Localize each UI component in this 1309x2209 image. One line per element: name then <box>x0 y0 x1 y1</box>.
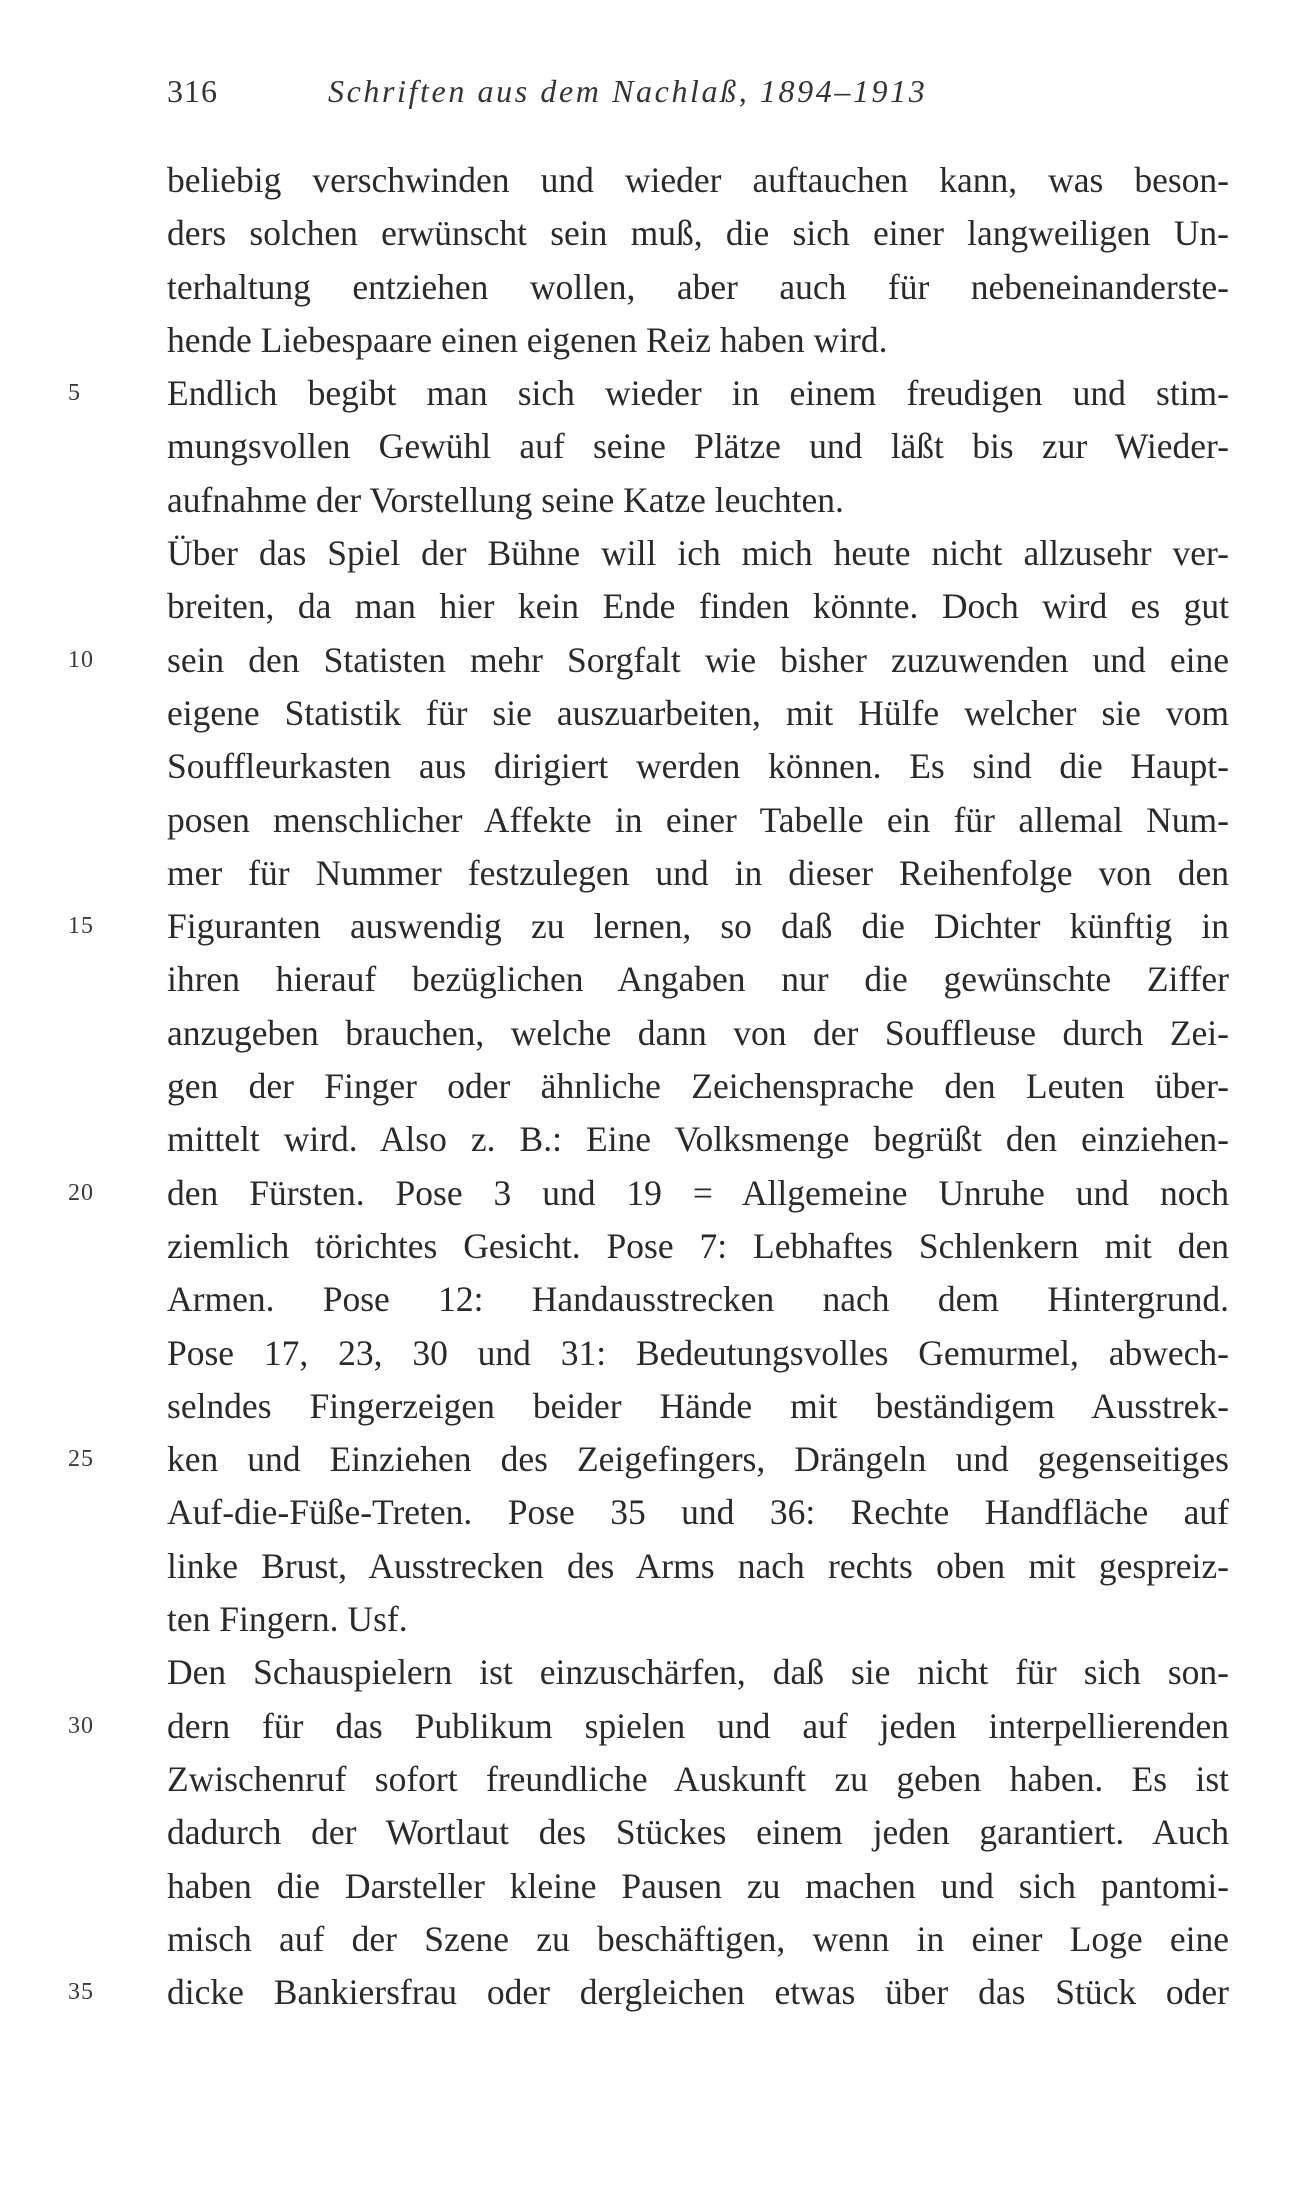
line-number: 15 <box>68 913 94 940</box>
line-text: mer für Nummer festzulegen und in dieser Reihenfolge von den <box>167 852 1229 893</box>
line-text: Figuranten auswendig zu lernen, so daß die Dichter künftig in <box>167 906 1229 947</box>
line-text: Souffleurkasten aus dirigiert werden können. Es sind die Haupt- <box>167 746 1229 787</box>
text-line <box>167 1273 1229 1326</box>
text-line <box>68 1700 1229 1753</box>
text-line <box>167 1060 1229 1113</box>
text-line <box>167 207 1229 260</box>
text-line <box>167 261 1229 314</box>
text-line <box>68 634 1229 687</box>
line-text: ders solchen erwünscht sein muß, die sich einer langweiligen Un- <box>167 213 1229 254</box>
text-line <box>167 1753 1229 1806</box>
line-text: ziemlich törichtes Gesicht. Pose 7: Lebhaftes Schlenkern mit den <box>167 1225 1229 1266</box>
text-line <box>68 367 1229 420</box>
text-line <box>167 154 1229 207</box>
line-text: den Fürsten. Pose 3 und 19 = Allgemeine Unruhe und noch <box>167 1172 1229 1213</box>
text-line <box>167 1860 1229 1913</box>
line-text: dicke Bankiersfrau oder dergleichen etwas über das Stück oder <box>167 1972 1229 2013</box>
text-line <box>167 1540 1229 1593</box>
line-text: posen menschlicher Affekte in einer Tabelle ein für allemal Num- <box>167 799 1229 840</box>
text-line <box>68 900 1229 953</box>
line-text: ihren hierauf bezüglichen Angaben nur die gewünschte Ziffer <box>167 959 1229 1000</box>
text-line <box>167 1327 1229 1380</box>
line-text: Endlich begibt man sich wieder in einem freudigen und stim- <box>167 373 1229 414</box>
line-text: Pose 17, 23, 30 und 31: Bedeutungsvolles Gemurmel, abwech- <box>167 1332 1229 1373</box>
line-text: haben die Darsteller kleine Pausen zu machen und sich pantomi- <box>167 1865 1229 1906</box>
page-number: 316 <box>167 73 218 109</box>
text-line <box>167 1007 1229 1060</box>
line-text: Den Schauspielern ist einzuschärfen, daß sie nicht für sich son- <box>167 1652 1229 1693</box>
text-line <box>167 1913 1229 1966</box>
line-text: breiten, da man hier kein Ende finden könnte. Doch wird es gut <box>167 586 1229 627</box>
text-line <box>167 740 1229 793</box>
line-text: Über das Spiel der Bühne will ich mich heute nicht allzusehr ver- <box>167 533 1229 574</box>
line-text: ken und Einziehen des Zeigefingers, Drängeln und gegenseitiges <box>167 1439 1229 1480</box>
text-line <box>167 1593 1229 1646</box>
line-text: selndes Fingerzeigen beider Hände mit beständigem Ausstrek- <box>167 1385 1229 1426</box>
text-line <box>167 314 1229 367</box>
text-line <box>167 794 1229 847</box>
text-line <box>167 1646 1229 1699</box>
text-line <box>68 1167 1229 1220</box>
line-text: dadurch der Wortlaut des Stückes einem jeden garantiert. Auch <box>167 1812 1229 1853</box>
line-text: eigene Statistik für sie auszuarbeiten, mit Hülfe welcher sie vom <box>167 692 1229 733</box>
line-number: 35 <box>68 1979 94 2006</box>
text-line <box>167 527 1229 580</box>
line-text: dern für das Publikum spielen und auf jeden interpellierenden <box>167 1705 1229 1746</box>
line-number: 20 <box>68 1179 94 1206</box>
text-line <box>167 1486 1229 1539</box>
text-line <box>167 687 1229 740</box>
line-text: Zwischenruf sofort freundliche Auskunft zu geben haben. Es ist <box>167 1758 1229 1799</box>
line-number: 30 <box>68 1712 94 1739</box>
line-text: gen der Finger oder ähnliche Zeichensprache den Leuten über- <box>167 1066 1229 1107</box>
text-line <box>167 1113 1229 1166</box>
text-line <box>167 953 1229 1006</box>
text-line <box>167 420 1229 473</box>
text-line <box>68 1433 1229 1486</box>
running-title: Schriften aus dem Nachlaß, 1894–1913 <box>328 73 928 109</box>
line-text: mungsvollen Gewühl auf seine Plätze und läßt bis zur Wieder- <box>167 426 1229 467</box>
line-text: sein den Statisten mehr Sorgfalt wie bisher zuzuwenden und eine <box>167 639 1229 680</box>
line-text: Auf-die-Füße-Treten. Pose 35 und 36: Rechte Handfläche auf <box>167 1492 1229 1533</box>
text-line <box>167 1220 1229 1273</box>
line-text: aufnahme der Vorstellung seine Katze leuchten. <box>167 479 844 520</box>
line-text: anzugeben brauchen, welche dann von der Souffleuse durch Zei- <box>167 1012 1229 1053</box>
text-line <box>167 1806 1229 1859</box>
text-line <box>68 1966 1229 2019</box>
text-line <box>167 580 1229 633</box>
line-text: mittelt wird. Also z. B.: Eine Volksmenge begrüßt den einziehen- <box>167 1119 1229 1160</box>
line-text: Armen. Pose 12: Handausstrecken nach dem Hintergrund. <box>167 1279 1229 1320</box>
line-number: 5 <box>68 380 81 407</box>
line-text: terhaltung entziehen wollen, aber auch für nebeneinanderste- <box>167 266 1229 307</box>
body-text <box>68 154 1229 2019</box>
text-line <box>167 474 1229 527</box>
line-text: hende Liebespaare einen eigenen Reiz haben wird. <box>167 319 888 360</box>
line-number: 25 <box>68 1446 94 1473</box>
line-text: misch auf der Szene zu beschäftigen, wenn in einer Loge eine <box>167 1918 1229 1959</box>
line-number: 10 <box>68 646 94 673</box>
text-line <box>167 847 1229 900</box>
line-text: ten Fingern. Usf. <box>167 1599 408 1640</box>
line-text: linke Brust, Ausstrecken des Arms nach rechts oben mit gespreiz- <box>167 1545 1229 1586</box>
text-line <box>167 1380 1229 1433</box>
line-text: beliebig verschwinden und wieder auftauchen kann, was beson- <box>167 160 1229 200</box>
